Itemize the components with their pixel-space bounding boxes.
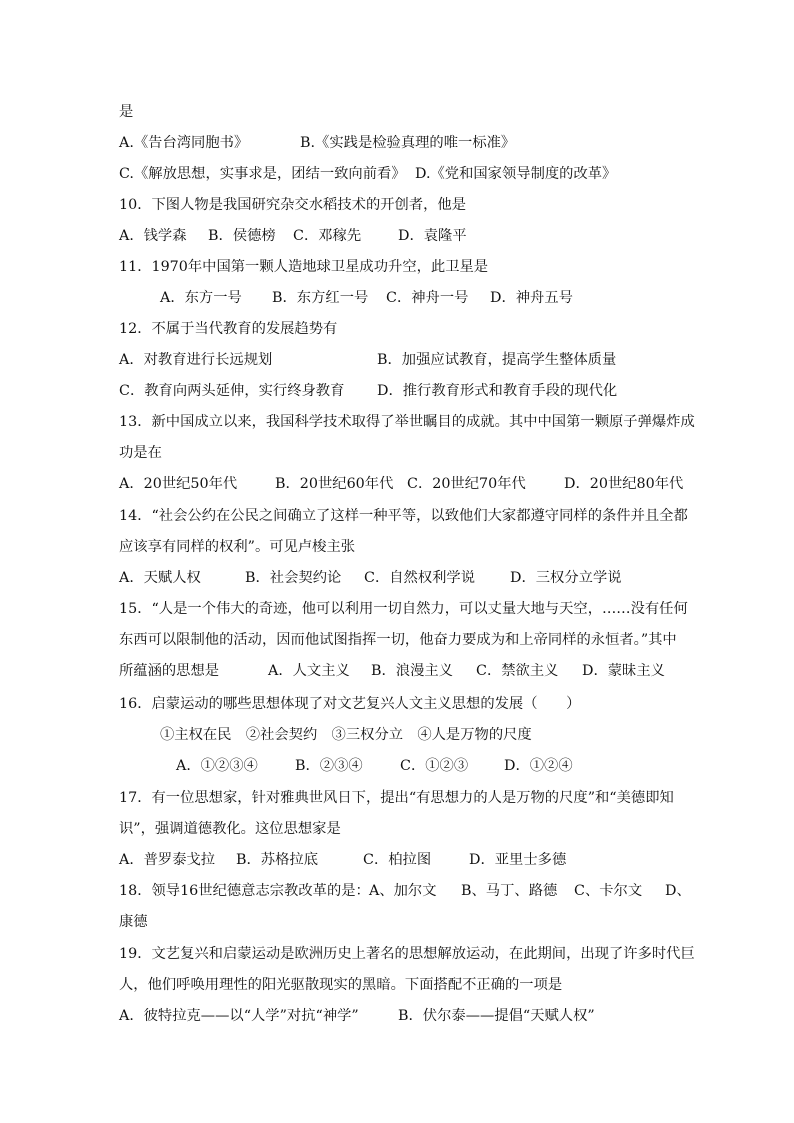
option-a: A．钱学森 <box>119 228 187 244</box>
question-17-stem-line-1: 17．有一位思想家，针对雅典世风日下，提出“有思想力的人是万物的尺度”和“美德即知 <box>119 790 674 806</box>
question-17-stem-line-2: 识”，强调道德教化。这位思想家是 <box>119 821 341 837</box>
numbered-items: ①主权在民 ②社会契约 ③三权分立 ④人是万物的尺度 <box>160 727 532 743</box>
option-a: A．人文主义 <box>268 663 350 679</box>
option-b: B．浪漫主义 <box>371 663 453 679</box>
option-c: C．①②③ <box>400 758 469 774</box>
option-b: B．苏格拉底 <box>236 852 318 868</box>
question-13-stem-line-1: 13．新中国成立以来，我国科学技术取得了举世瞩目的成就。其中中国第一颗原子弹爆炸成 <box>119 414 695 430</box>
option-c: C．柏拉图 <box>363 852 432 868</box>
question-15-stem-line-3: 所蕴涵的思想是 <box>119 663 220 679</box>
option-a: A．东方一号 <box>160 290 242 306</box>
option-a: A．彼特拉克——以“人学”对抗“神学” <box>119 1008 359 1024</box>
question-16-stem: 16．启蒙运动的哪些思想体现了对文艺复兴人文主义思想的发展（ ） <box>119 696 581 712</box>
option-c: C．教育向两头延伸，实行终身教育 <box>119 383 345 399</box>
option-d: D．袁隆平 <box>398 228 467 244</box>
question-14-stem-line-1: 14．“社会公约在公民之间确立了这样一种平等，以致他们大家都遵守同样的条件并且全都 <box>119 508 688 524</box>
question-13-stem-line-2: 功是在 <box>119 445 162 461</box>
question-9-stem-tail: 是 <box>119 104 134 120</box>
option-b: B．东方红一号 <box>272 290 369 306</box>
question-19-stem-line-1: 19．文艺复兴和启蒙运动是欧洲历史上著名的思想解放运动，在此期间，出现了许多时代巨 <box>119 946 695 962</box>
option-b: B．侯德榜 <box>208 228 276 244</box>
question-15-stem-line-1: 15．“人是一个伟大的奇迹，他可以利用一切自然力，可以丈量大地与天空，……没有任何 <box>119 601 688 617</box>
option-a: A.《告台湾同胞书》 <box>119 135 249 151</box>
question-12-stem: 12．不属于当代教育的发展趋势有 <box>119 321 338 337</box>
option-b: B．伏尔泰——提倡“天赋人权” <box>398 1008 595 1024</box>
option-b: B．加强应试教育，提高学生整体质量 <box>377 352 617 368</box>
option-a: A．天赋人权 <box>119 570 201 586</box>
option-b: B.《实践是检验真理的唯一标准》 <box>300 135 516 151</box>
option-c: C．禁欲主义 <box>476 663 559 679</box>
option-d: D．20世纪80年代 <box>564 476 684 492</box>
option-c: C．自然权利学说 <box>364 570 476 586</box>
option-c: C.《解放思想，实事求是，团结一致向前看》 <box>119 166 406 182</box>
option-c: C．神舟一号 <box>386 290 469 306</box>
option-d: D．推行教育形式和教育手段的现代化 <box>377 383 618 399</box>
option-a: A．20世纪50年代 <box>119 476 238 492</box>
question-14-stem-line-2: 应该享有同样的权利”。可见卢梭主张 <box>119 539 356 555</box>
option-b: B．社会契约论 <box>245 570 342 586</box>
question-11-stem: 11．1970年中国第一颗人造地球卫星成功升空，此卫星是 <box>119 259 489 275</box>
option-a: A、加尔文 <box>369 883 437 899</box>
option-b: B．20世纪60年代 <box>275 476 394 492</box>
option-d: D．蒙昧主义 <box>582 663 665 679</box>
option-d: D、 <box>665 883 691 899</box>
option-c: C、卡尔文 <box>574 883 643 899</box>
option-a: A．对教育进行长远规划 <box>119 352 273 368</box>
question-18-stem: 18．领导16世纪德意志宗教改革的是： <box>119 883 370 899</box>
option-d: D．亚里士多德 <box>469 852 567 868</box>
option-b: B、马丁、路德 <box>461 883 558 899</box>
option-c: C．20世纪70年代 <box>407 476 526 492</box>
question-18-line-2: 康德 <box>119 914 148 930</box>
question-15-stem-line-2: 东西可以限制他的活动，因而他试图指挥一切，他奋力要成为和上帝同样的永恒者。”其中 <box>119 632 677 648</box>
option-a: A．普罗泰戈拉 <box>119 852 216 868</box>
option-a: A．①②③④ <box>176 758 258 774</box>
question-19-stem-line-2: 人，他们呼唤用理性的阳光驱散现实的黑暗。下面搭配不正确的一项是 <box>119 977 563 993</box>
option-d: D．神舟五号 <box>490 290 573 306</box>
option-d: D.《党和国家领导制度的改革》 <box>415 166 617 182</box>
option-b: B．②③④ <box>295 758 363 774</box>
question-19-options <box>119 1006 694 1086</box>
option-d: D．三权分立学说 <box>510 570 622 586</box>
option-c: C．邓稼先 <box>293 228 362 244</box>
question-10-stem: 10．下图人物是我国研究杂交水稻技术的开创者，他是 <box>119 197 467 213</box>
option-d: D．①②④ <box>504 758 573 774</box>
